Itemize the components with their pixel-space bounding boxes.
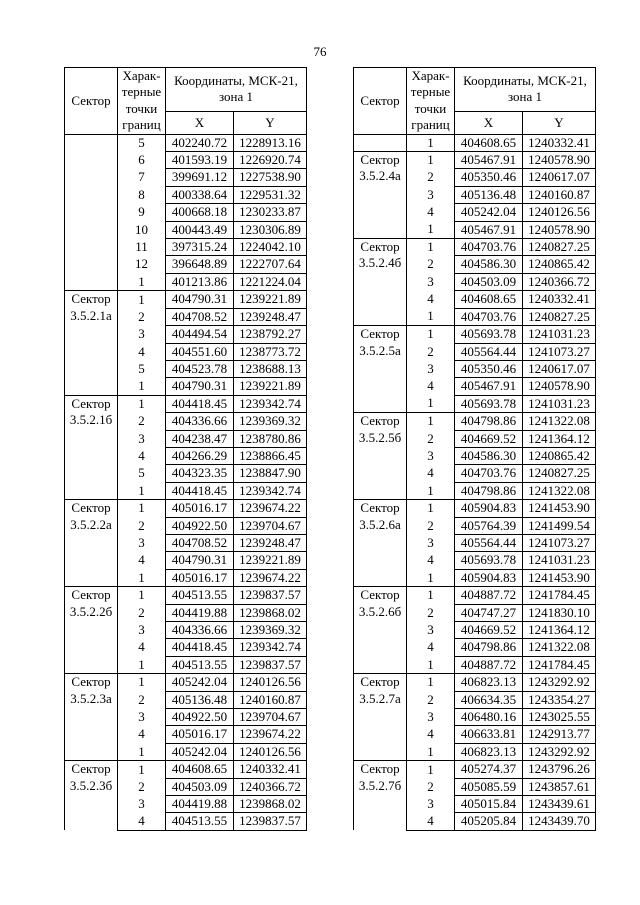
y-coordinate-cell: 1229531.32 — [234, 186, 307, 203]
point-number-cell: 3 — [407, 796, 455, 813]
x-coordinate-cell: 400338.64 — [166, 186, 234, 203]
x-coordinate-cell: 401213.86 — [166, 273, 234, 290]
x-coordinate-cell: 404790.31 — [166, 552, 234, 569]
point-number-cell: 11 — [118, 239, 166, 256]
point-number-cell: 1 — [407, 587, 455, 604]
x-coordinate-cell: 405242.04 — [166, 674, 234, 691]
point-number-cell: 4 — [118, 447, 166, 464]
y-coordinate-cell: 1241784.45 — [523, 656, 596, 673]
point-number-cell: 1 — [118, 500, 166, 517]
point-number-cell: 1 — [118, 378, 166, 395]
y-coordinate-cell: 1226920.74 — [234, 152, 307, 169]
x-coordinate-cell: 406633.81 — [455, 726, 523, 743]
y-coordinate-cell: 1240865.42 — [523, 256, 596, 273]
point-number-cell: 2 — [407, 430, 455, 447]
x-coordinate-cell: 400443.49 — [166, 221, 234, 238]
table-row — [65, 134, 307, 151]
x-coordinate-cell: 404708.52 — [166, 534, 234, 551]
point-number-cell: 4 — [407, 726, 455, 743]
point-number-cell: 1 — [118, 743, 166, 760]
y-coordinate-cell: 1241322.08 — [523, 639, 596, 656]
x-coordinate-cell: 404513.55 — [166, 656, 234, 673]
sector-cell: Сектор 3.5.2.1б — [65, 395, 118, 499]
y-coordinate-cell: 1243796.26 — [523, 761, 596, 778]
point-number-cell: 4 — [407, 291, 455, 308]
sector-cell: Сектор 3.5.2.7а — [354, 674, 407, 761]
header-points: Харак-терные точки границ — [407, 68, 455, 135]
sector-cell: Сектор 3.5.2.2а — [65, 500, 118, 587]
y-coordinate-cell: 1221224.04 — [234, 273, 307, 290]
x-coordinate-cell: 405693.78 — [455, 326, 523, 343]
point-number-cell: 9 — [118, 204, 166, 221]
x-coordinate-cell: 405016.17 — [166, 569, 234, 586]
y-coordinate-cell: 1240578.90 — [523, 221, 596, 238]
point-number-cell: 1 — [118, 273, 166, 290]
point-number-cell: 1 — [118, 674, 166, 691]
point-number-cell: 1 — [407, 674, 455, 691]
y-coordinate-cell: 1241830.10 — [523, 604, 596, 621]
table-row — [65, 395, 307, 412]
x-coordinate-cell: 404922.50 — [166, 709, 234, 726]
point-number-cell: 3 — [118, 622, 166, 639]
x-coordinate-cell: 404798.86 — [455, 482, 523, 499]
x-coordinate-cell: 399691.12 — [166, 169, 234, 186]
point-number-cell: 1 — [407, 500, 455, 517]
point-number-cell: 1 — [407, 326, 455, 343]
y-coordinate-cell: 1238847.90 — [234, 465, 307, 482]
point-number-cell: 4 — [118, 813, 166, 830]
x-coordinate-cell: 404503.09 — [455, 273, 523, 290]
x-coordinate-cell: 404790.31 — [166, 378, 234, 395]
x-coordinate-cell: 404266.29 — [166, 447, 234, 464]
x-coordinate-cell: 404703.76 — [455, 239, 523, 256]
point-number-cell: 2 — [407, 691, 455, 708]
point-number-cell: 2 — [407, 256, 455, 273]
x-coordinate-cell: 405693.78 — [455, 552, 523, 569]
y-coordinate-cell: 1238688.13 — [234, 360, 307, 377]
sector-cell — [65, 134, 118, 291]
table-row — [354, 239, 596, 256]
x-coordinate-cell: 404418.45 — [166, 482, 234, 499]
x-coordinate-cell: 405350.46 — [455, 360, 523, 377]
table-row — [65, 674, 307, 691]
coordinates-table-right — [353, 67, 596, 831]
y-coordinate-cell: 1243439.70 — [523, 813, 596, 830]
x-coordinate-cell: 405085.59 — [455, 778, 523, 795]
x-coordinate-cell: 405274.37 — [455, 761, 523, 778]
x-coordinate-cell: 404586.30 — [455, 256, 523, 273]
y-coordinate-cell: 1238773.72 — [234, 343, 307, 360]
y-coordinate-cell: 1240578.90 — [523, 378, 596, 395]
x-coordinate-cell: 404798.86 — [455, 639, 523, 656]
y-coordinate-cell: 1239674.22 — [234, 726, 307, 743]
point-number-cell: 1 — [407, 152, 455, 169]
x-coordinate-cell: 405904.83 — [455, 500, 523, 517]
point-number-cell: 2 — [118, 778, 166, 795]
table-row — [354, 761, 596, 778]
point-number-cell: 5 — [118, 465, 166, 482]
point-number-cell: 2 — [118, 691, 166, 708]
table-row — [65, 761, 307, 778]
y-coordinate-cell: 1240332.41 — [523, 134, 596, 151]
x-coordinate-cell: 405564.44 — [455, 343, 523, 360]
x-coordinate-cell: 404703.76 — [455, 465, 523, 482]
point-number-cell: 1 — [118, 569, 166, 586]
x-coordinate-cell: 400668.18 — [166, 204, 234, 221]
x-coordinate-cell: 404418.45 — [166, 395, 234, 412]
point-number-cell: 10 — [118, 221, 166, 238]
x-coordinate-cell: 405136.48 — [166, 691, 234, 708]
y-coordinate-cell: 1241031.23 — [523, 552, 596, 569]
y-coordinate-cell: 1241031.23 — [523, 395, 596, 412]
point-number-cell: 3 — [407, 709, 455, 726]
table-body — [65, 134, 307, 830]
y-coordinate-cell: 1240827.25 — [523, 465, 596, 482]
point-number-cell: 12 — [118, 256, 166, 273]
x-coordinate-cell: 405242.04 — [166, 743, 234, 760]
point-number-cell: 2 — [118, 517, 166, 534]
point-number-cell: 4 — [407, 552, 455, 569]
point-number-cell: 1 — [118, 482, 166, 499]
header-points: Харак-терные точки границ — [118, 68, 166, 135]
y-coordinate-cell: 1239369.32 — [234, 622, 307, 639]
y-coordinate-cell: 1239369.32 — [234, 413, 307, 430]
x-coordinate-cell: 404608.65 — [455, 134, 523, 151]
table-row — [354, 134, 596, 151]
y-coordinate-cell: 1241784.45 — [523, 587, 596, 604]
point-number-cell: 3 — [407, 534, 455, 551]
x-coordinate-cell: 404703.76 — [455, 308, 523, 325]
y-coordinate-cell: 1240366.72 — [523, 273, 596, 290]
x-coordinate-cell: 402240.72 — [166, 134, 234, 151]
y-coordinate-cell: 1222707.64 — [234, 256, 307, 273]
x-coordinate-cell: 404418.45 — [166, 639, 234, 656]
point-number-cell: 6 — [118, 152, 166, 169]
point-number-cell: 1 — [118, 761, 166, 778]
y-coordinate-cell: 1240827.25 — [523, 239, 596, 256]
y-coordinate-cell: 1241364.12 — [523, 430, 596, 447]
x-coordinate-cell: 405467.91 — [455, 152, 523, 169]
x-coordinate-cell: 396648.89 — [166, 256, 234, 273]
y-coordinate-cell: 1241499.54 — [523, 517, 596, 534]
y-coordinate-cell: 1239674.22 — [234, 500, 307, 517]
y-coordinate-cell: 1239868.02 — [234, 604, 307, 621]
point-number-cell: 2 — [407, 343, 455, 360]
sector-cell: Сектор 3.5.2.6б — [354, 587, 407, 674]
point-number-cell: 2 — [407, 604, 455, 621]
sector-cell: Сектор 3.5.2.5а — [354, 326, 407, 413]
y-coordinate-cell: 1243354.27 — [523, 691, 596, 708]
header-y: Y — [523, 111, 596, 134]
table-row — [65, 291, 307, 308]
point-number-cell: 4 — [407, 813, 455, 830]
x-coordinate-cell: 405764.39 — [455, 517, 523, 534]
y-coordinate-cell: 1239837.57 — [234, 656, 307, 673]
point-number-cell: 1 — [407, 395, 455, 412]
x-coordinate-cell: 405467.91 — [455, 378, 523, 395]
y-coordinate-cell: 1243025.55 — [523, 709, 596, 726]
y-coordinate-cell: 1243857.61 — [523, 778, 596, 795]
y-coordinate-cell: 1239342.74 — [234, 639, 307, 656]
y-coordinate-cell: 1241322.08 — [523, 413, 596, 430]
y-coordinate-cell: 1240126.56 — [234, 743, 307, 760]
x-coordinate-cell: 404669.52 — [455, 430, 523, 447]
x-coordinate-cell: 404798.86 — [455, 413, 523, 430]
x-coordinate-cell: 401593.19 — [166, 152, 234, 169]
y-coordinate-cell: 1240160.87 — [234, 691, 307, 708]
point-number-cell: 1 — [407, 308, 455, 325]
y-coordinate-cell: 1240366.72 — [234, 778, 307, 795]
point-number-cell: 3 — [118, 326, 166, 343]
y-coordinate-cell: 1239221.89 — [234, 291, 307, 308]
y-coordinate-cell: 1240617.07 — [523, 360, 596, 377]
point-number-cell: 4 — [407, 465, 455, 482]
x-coordinate-cell: 405693.78 — [455, 395, 523, 412]
x-coordinate-cell: 405136.48 — [455, 186, 523, 203]
y-coordinate-cell: 1239674.22 — [234, 569, 307, 586]
y-coordinate-cell: 1238780.86 — [234, 430, 307, 447]
y-coordinate-cell: 1239704.67 — [234, 517, 307, 534]
x-coordinate-cell: 404419.88 — [166, 604, 234, 621]
point-number-cell: 5 — [118, 134, 166, 151]
x-coordinate-cell: 404551.60 — [166, 343, 234, 360]
page-number: 76 — [313, 44, 327, 59]
sector-cell: Сектор 3.5.2.5б — [354, 413, 407, 500]
y-coordinate-cell: 1239837.57 — [234, 813, 307, 830]
x-coordinate-cell: 404608.65 — [455, 291, 523, 308]
x-coordinate-cell: 404887.72 — [455, 656, 523, 673]
x-coordinate-cell: 404887.72 — [455, 587, 523, 604]
x-coordinate-cell: 404419.88 — [166, 796, 234, 813]
y-coordinate-cell: 1241453.90 — [523, 500, 596, 517]
x-coordinate-cell: 404608.65 — [166, 761, 234, 778]
x-coordinate-cell: 405467.91 — [455, 221, 523, 238]
y-coordinate-cell: 1241031.23 — [523, 326, 596, 343]
y-coordinate-cell: 1241073.27 — [523, 343, 596, 360]
y-coordinate-cell: 1243292.92 — [523, 674, 596, 691]
header-sector: Сектор — [354, 68, 407, 135]
point-number-cell: 1 — [407, 482, 455, 499]
x-coordinate-cell: 404323.35 — [166, 465, 234, 482]
y-coordinate-cell: 1242913.77 — [523, 726, 596, 743]
point-number-cell: 1 — [407, 761, 455, 778]
point-number-cell: 3 — [407, 186, 455, 203]
point-number-cell: 4 — [407, 639, 455, 656]
y-coordinate-cell: 1240865.42 — [523, 447, 596, 464]
table-row — [65, 587, 307, 604]
y-coordinate-cell: 1227538.90 — [234, 169, 307, 186]
table-row — [354, 674, 596, 691]
y-coordinate-cell: 1240126.56 — [234, 674, 307, 691]
point-number-cell: 4 — [118, 552, 166, 569]
point-number-cell: 1 — [407, 569, 455, 586]
y-coordinate-cell: 1239342.74 — [234, 482, 307, 499]
point-number-cell: 3 — [407, 360, 455, 377]
sector-cell — [354, 134, 407, 151]
y-coordinate-cell: 1224042.10 — [234, 239, 307, 256]
point-number-cell: 2 — [407, 778, 455, 795]
point-number-cell: 1 — [407, 656, 455, 673]
point-number-cell: 1 — [118, 587, 166, 604]
y-coordinate-cell: 1243439.61 — [523, 796, 596, 813]
y-coordinate-cell: 1240332.41 — [523, 291, 596, 308]
point-number-cell: 1 — [407, 413, 455, 430]
x-coordinate-cell: 404513.55 — [166, 587, 234, 604]
point-number-cell: 8 — [118, 186, 166, 203]
sector-cell: Сектор 3.5.2.4б — [354, 239, 407, 326]
x-coordinate-cell: 406480.16 — [455, 709, 523, 726]
table-row — [354, 500, 596, 517]
x-coordinate-cell: 406634.35 — [455, 691, 523, 708]
point-number-cell: 3 — [407, 447, 455, 464]
y-coordinate-cell: 1240126.56 — [523, 204, 596, 221]
x-coordinate-cell: 404708.52 — [166, 308, 234, 325]
y-coordinate-cell: 1239248.47 — [234, 308, 307, 325]
table-row — [354, 152, 596, 169]
point-number-cell: 3 — [407, 273, 455, 290]
table-row — [354, 413, 596, 430]
table-row — [354, 587, 596, 604]
y-coordinate-cell: 1239342.74 — [234, 395, 307, 412]
y-coordinate-cell: 1238792.27 — [234, 326, 307, 343]
x-coordinate-cell: 404669.52 — [455, 622, 523, 639]
x-coordinate-cell: 404513.55 — [166, 813, 234, 830]
point-number-cell: 2 — [407, 169, 455, 186]
point-number-cell: 4 — [407, 378, 455, 395]
point-number-cell: 1 — [407, 134, 455, 151]
point-number-cell: 1 — [118, 395, 166, 412]
sector-cell: Сектор 3.5.2.1а — [65, 291, 118, 395]
point-number-cell: 2 — [118, 308, 166, 325]
header-coordinates: Координаты, МСК-21, зона 1 — [166, 68, 307, 112]
point-number-cell: 1 — [118, 291, 166, 308]
sector-cell: Сектор 3.5.2.4а — [354, 152, 407, 239]
x-coordinate-cell: 404503.09 — [166, 778, 234, 795]
y-coordinate-cell: 1241453.90 — [523, 569, 596, 586]
y-coordinate-cell: 1241364.12 — [523, 622, 596, 639]
x-coordinate-cell: 404336.66 — [166, 622, 234, 639]
x-coordinate-cell: 405015.84 — [455, 796, 523, 813]
point-number-cell: 2 — [118, 604, 166, 621]
point-number-cell: 4 — [118, 639, 166, 656]
y-coordinate-cell: 1240827.25 — [523, 308, 596, 325]
y-coordinate-cell: 1230233.87 — [234, 204, 307, 221]
header-y: Y — [234, 111, 307, 134]
x-coordinate-cell: 404747.27 — [455, 604, 523, 621]
sector-cell: Сектор 3.5.2.3а — [65, 674, 118, 761]
y-coordinate-cell: 1241073.27 — [523, 534, 596, 551]
y-coordinate-cell: 1241322.08 — [523, 482, 596, 499]
sector-cell: Сектор 3.5.2.7б — [354, 761, 407, 831]
x-coordinate-cell: 404586.30 — [455, 447, 523, 464]
point-number-cell: 3 — [118, 534, 166, 551]
point-number-cell: 5 — [118, 360, 166, 377]
y-coordinate-cell: 1239248.47 — [234, 534, 307, 551]
point-number-cell: 4 — [407, 204, 455, 221]
x-coordinate-cell: 405016.17 — [166, 500, 234, 517]
sector-cell: Сектор 3.5.2.6а — [354, 500, 407, 587]
x-coordinate-cell: 406823.13 — [455, 674, 523, 691]
table-row — [65, 500, 307, 517]
point-number-cell: 3 — [118, 709, 166, 726]
x-coordinate-cell: 406823.13 — [455, 743, 523, 760]
table-body — [354, 134, 596, 830]
y-coordinate-cell: 1239837.57 — [234, 587, 307, 604]
point-number-cell: 1 — [407, 239, 455, 256]
sector-cell: Сектор 3.5.2.3б — [65, 761, 118, 831]
y-coordinate-cell: 1240578.90 — [523, 152, 596, 169]
point-number-cell: 1 — [407, 221, 455, 238]
header-x: X — [166, 111, 234, 134]
sector-cell: Сектор 3.5.2.2б — [65, 587, 118, 674]
y-coordinate-cell: 1228913.16 — [234, 134, 307, 151]
point-number-cell: 2 — [407, 517, 455, 534]
x-coordinate-cell: 405904.83 — [455, 569, 523, 586]
y-coordinate-cell: 1239704.67 — [234, 709, 307, 726]
point-number-cell: 3 — [118, 796, 166, 813]
x-coordinate-cell: 404238.47 — [166, 430, 234, 447]
y-coordinate-cell: 1238866.45 — [234, 447, 307, 464]
y-coordinate-cell: 1240332.41 — [234, 761, 307, 778]
y-coordinate-cell: 1230306.89 — [234, 221, 307, 238]
x-coordinate-cell: 397315.24 — [166, 239, 234, 256]
x-coordinate-cell: 405350.46 — [455, 169, 523, 186]
header-coordinates: Координаты, МСК-21, зона 1 — [455, 68, 596, 112]
header-sector: Сектор — [65, 68, 118, 135]
point-number-cell: 4 — [118, 343, 166, 360]
y-coordinate-cell: 1239868.02 — [234, 796, 307, 813]
x-coordinate-cell: 405205.84 — [455, 813, 523, 830]
x-coordinate-cell: 404523.78 — [166, 360, 234, 377]
y-coordinate-cell: 1240617.07 — [523, 169, 596, 186]
y-coordinate-cell: 1239221.89 — [234, 552, 307, 569]
point-number-cell: 3 — [118, 430, 166, 447]
x-coordinate-cell: 404336.66 — [166, 413, 234, 430]
point-number-cell: 4 — [118, 726, 166, 743]
x-coordinate-cell: 404494.54 — [166, 326, 234, 343]
point-number-cell: 7 — [118, 169, 166, 186]
point-number-cell: 3 — [407, 622, 455, 639]
x-coordinate-cell: 405016.17 — [166, 726, 234, 743]
x-coordinate-cell: 404790.31 — [166, 291, 234, 308]
x-coordinate-cell: 405564.44 — [455, 534, 523, 551]
y-coordinate-cell: 1239221.89 — [234, 378, 307, 395]
point-number-cell: 1 — [118, 656, 166, 673]
point-number-cell: 1 — [407, 743, 455, 760]
x-coordinate-cell: 405242.04 — [455, 204, 523, 221]
y-coordinate-cell: 1240160.87 — [523, 186, 596, 203]
point-number-cell: 2 — [118, 413, 166, 430]
table-row — [354, 326, 596, 343]
header-x: X — [455, 111, 523, 134]
coordinates-table-left — [64, 67, 307, 831]
y-coordinate-cell: 1243292.92 — [523, 743, 596, 760]
x-coordinate-cell: 404922.50 — [166, 517, 234, 534]
